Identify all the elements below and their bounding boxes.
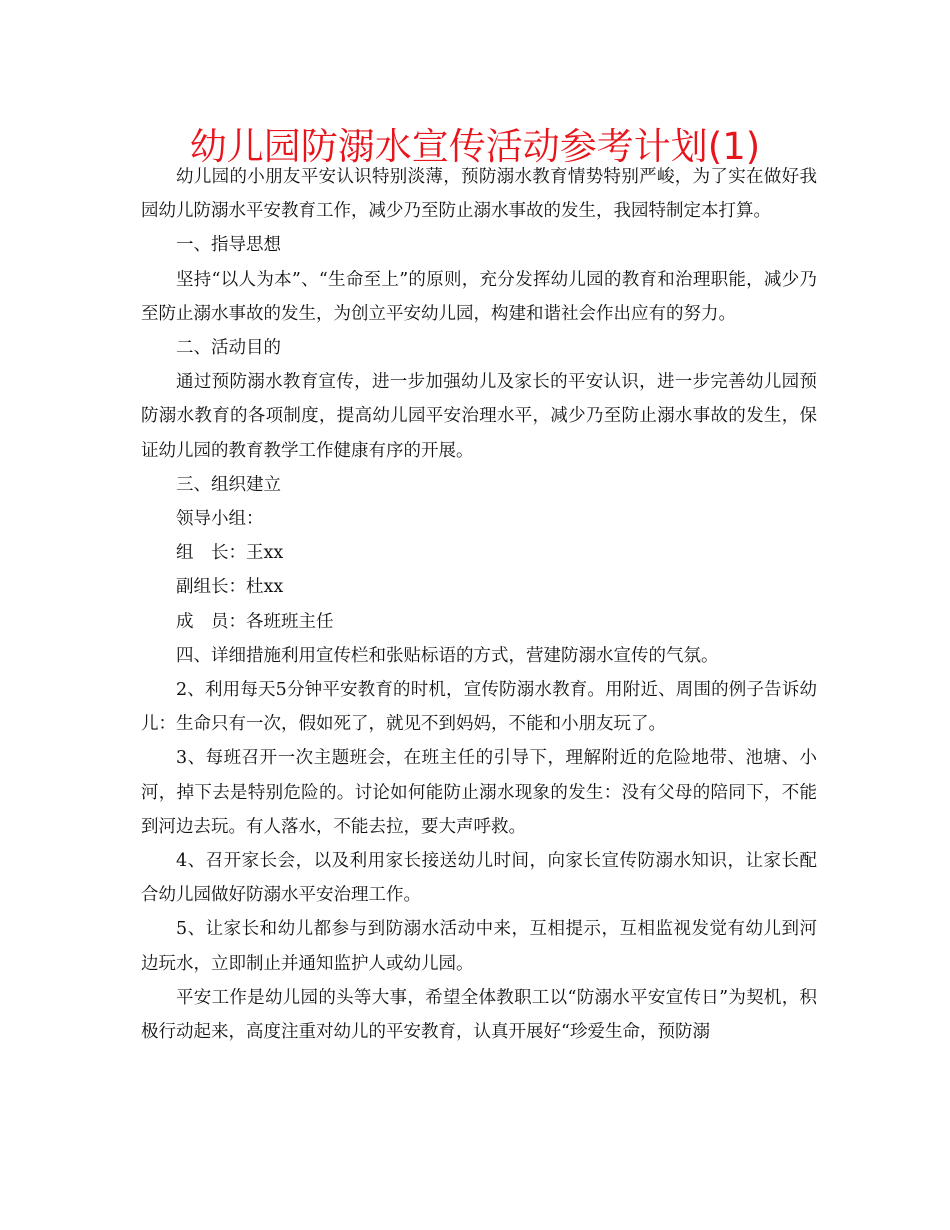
- paragraph-activity-purpose: 通过预防溺水教育宣传，进一步加强幼儿及家长的平安认识，进一步完善幼儿园预防溺水教育的各项制度，提高幼儿园平安治理水平，减少乃至防止溺水事故的发生，保证幼儿园的教育教学工作健康有序的开展。: [141, 372, 817, 461]
- measure-item-3: 3、每班召开一次主题班会，在班主任的引导下，理解附近的危险地带、池塘、小河，掉下去是特别危险的。讨论如何能防止溺水现象的发生：没有父母的陪同下，不能到河边去玩。有人落水，不能去拉，要大声呼救。: [141, 748, 817, 837]
- paragraph-closing: 平安工作是幼儿园的头等大事，希望全体教职工以“防溺水平安宣传日”为契机，积极行动起来，高度注重对幼儿的平安教育，认真开展好“珍爱生命，预防溺: [141, 987, 817, 1043]
- paragraph-intro: 幼儿园的小朋友平安认识特别淡薄，预防溺水教育情势特别严峻，为了实在做好我园幼儿防溺水平安教育工作，减少乃至防止溺水事故的发生，我园特制定本打算。: [141, 167, 817, 222]
- heading-guiding-ideology: 一、指导思想: [176, 235, 281, 256]
- document-title: 幼儿园防溺水宣传活动参考计划(1): [189, 125, 761, 168]
- document-body: [141, 160, 817, 1049]
- paragraph-guiding-ideology: 坚持“以人为本”、“生命至上”的原则，充分发挥幼儿园的教育和治理职能，减少乃至防止溺水事故的发生，为创立平安幼儿园，构建和谐社会作出应有的努力。: [141, 269, 817, 324]
- group-leader-line: 组 长：王xx: [176, 543, 284, 564]
- heading-organization: 三、组织建立: [176, 474, 281, 495]
- measure-item-5: 5、让家长和幼儿都参与到防溺水活动中来，互相提示，互相监视发觉有幼儿到河边玩水，立即制止并通知监护人或幼儿园。: [141, 919, 817, 974]
- members-line: 成 员：各班班主任: [176, 611, 334, 632]
- heading-activity-purpose: 二、活动目的: [176, 338, 281, 359]
- measure-item-4: 4、召开家长会，以及利用家长接送幼儿时间，向家长宣传防溺水知识，让家长配合幼儿园做好防溺水平安治理工作。: [141, 851, 817, 906]
- deputy-leader-line: 副组长：杜xx: [176, 577, 284, 598]
- heading-measures: 四、详细措施利用宣传栏和张贴标语的方式，营建防溺水宣传的气氛。: [176, 645, 719, 666]
- measure-item-2: 2、利用每天5分钟平安教育的时机，宣传防溺水教育。用附近、周围的例子告诉幼儿：生命只有一次，假如死了，就见不到妈妈，不能和小朋友玩了。: [141, 680, 817, 735]
- leadership-group-label: 领导小组：: [176, 509, 264, 530]
